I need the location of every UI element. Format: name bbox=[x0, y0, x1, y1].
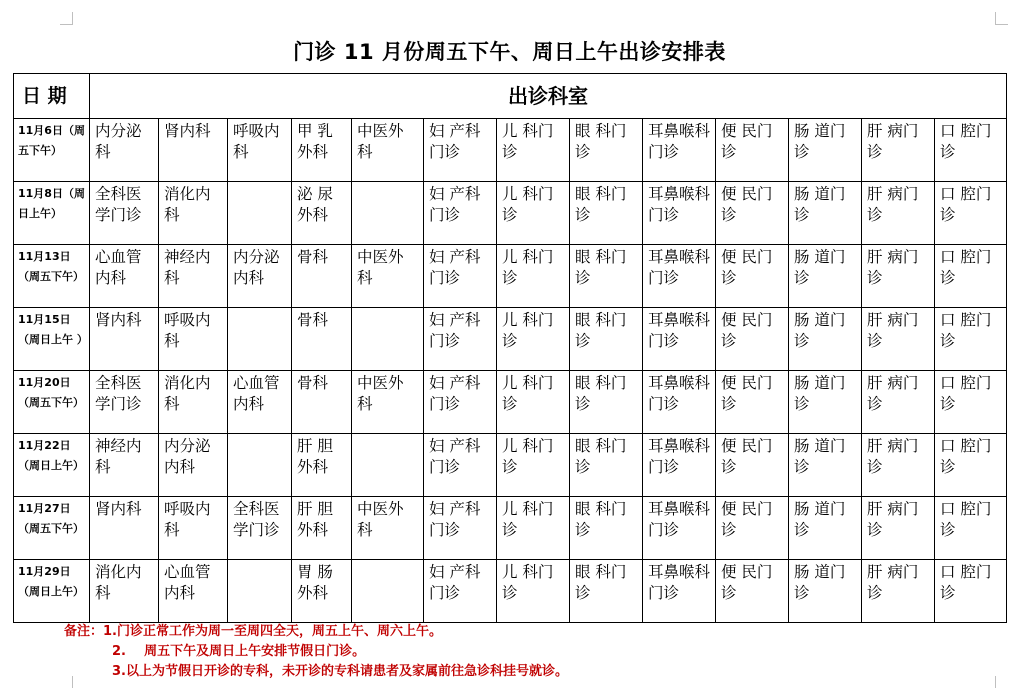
department-cell: 口 腔门 诊 bbox=[935, 560, 1007, 623]
date-cell: 11月20日（周五下午） bbox=[14, 371, 90, 434]
department-cell: 妇 产科门诊 bbox=[424, 371, 497, 434]
department-cell bbox=[352, 560, 424, 623]
department-cell bbox=[352, 308, 424, 371]
department-cell: 肝 病门 诊 bbox=[862, 560, 935, 623]
date-cell: 11月27日（周五下午） bbox=[14, 497, 90, 560]
department-column-header: 出诊科室 bbox=[90, 74, 1007, 119]
department-cell: 耳鼻喉科门诊 bbox=[643, 434, 716, 497]
department-cell: 口 腔门 诊 bbox=[935, 245, 1007, 308]
department-cell bbox=[228, 308, 292, 371]
table-header-row bbox=[14, 74, 1007, 119]
department-cell: 神经内科 bbox=[90, 434, 159, 497]
department-cell bbox=[352, 182, 424, 245]
table-row bbox=[14, 371, 1007, 434]
department-cell: 肠 道门 诊 bbox=[789, 560, 862, 623]
department-cell: 儿 科门 诊 bbox=[497, 245, 570, 308]
department-cell: 消化内科 bbox=[159, 371, 228, 434]
department-cell bbox=[228, 434, 292, 497]
department-cell: 便 民门 诊 bbox=[716, 497, 789, 560]
department-cell: 肾内科 bbox=[159, 119, 228, 182]
department-cell: 胃 肠外科 bbox=[292, 560, 352, 623]
department-cell: 耳鼻喉科门诊 bbox=[643, 308, 716, 371]
table-row bbox=[14, 245, 1007, 308]
department-cell: 内分泌科 bbox=[90, 119, 159, 182]
department-cell: 消化内科 bbox=[90, 560, 159, 623]
department-cell: 口 腔门 诊 bbox=[935, 119, 1007, 182]
department-cell: 呼吸内科 bbox=[159, 497, 228, 560]
department-cell: 心血管内科 bbox=[90, 245, 159, 308]
department-cell: 儿 科门 诊 bbox=[497, 182, 570, 245]
department-cell: 耳鼻喉科门诊 bbox=[643, 371, 716, 434]
date-cell: 11月13日（周五下午） bbox=[14, 245, 90, 308]
department-cell: 甲 乳外科 bbox=[292, 119, 352, 182]
department-cell: 眼 科门 诊 bbox=[570, 308, 643, 371]
department-cell: 妇 产科门诊 bbox=[424, 497, 497, 560]
crop-mark-top-right bbox=[995, 12, 1008, 25]
crop-mark-bottom-right bbox=[995, 676, 1008, 688]
date-cell: 11月29日（周日上午） bbox=[14, 560, 90, 623]
table-row bbox=[14, 308, 1007, 371]
department-cell: 眼 科门 诊 bbox=[570, 119, 643, 182]
department-cell bbox=[228, 182, 292, 245]
table-row bbox=[14, 182, 1007, 245]
department-cell: 眼 科门 诊 bbox=[570, 497, 643, 560]
department-cell: 肠 道门 诊 bbox=[789, 434, 862, 497]
department-cell: 中医外科 bbox=[352, 497, 424, 560]
crop-mark-top-left bbox=[60, 12, 73, 25]
department-cell: 便 民门 诊 bbox=[716, 560, 789, 623]
department-cell: 中医外科 bbox=[352, 119, 424, 182]
department-cell: 泌 尿外科 bbox=[292, 182, 352, 245]
department-cell: 呼吸内科 bbox=[159, 308, 228, 371]
department-cell: 耳鼻喉科门诊 bbox=[643, 182, 716, 245]
department-cell: 肝 病门 诊 bbox=[862, 371, 935, 434]
department-cell: 口 腔门 诊 bbox=[935, 497, 1007, 560]
department-cell: 肝 病门 诊 bbox=[862, 119, 935, 182]
department-cell: 骨科 bbox=[292, 245, 352, 308]
department-cell: 全科医学门诊 bbox=[90, 371, 159, 434]
department-cell: 妇 产科门诊 bbox=[424, 560, 497, 623]
department-cell: 神经内科 bbox=[159, 245, 228, 308]
department-cell: 肠 道门 诊 bbox=[789, 371, 862, 434]
department-cell: 肠 道门 诊 bbox=[789, 497, 862, 560]
date-cell: 11月6日（周五下午） bbox=[14, 119, 90, 182]
page-title: 门诊 11 月份周五下午、周日上午出诊安排表 bbox=[293, 40, 726, 64]
department-cell: 呼吸内科 bbox=[228, 119, 292, 182]
department-cell: 肠 道门 诊 bbox=[789, 308, 862, 371]
department-cell: 儿 科门 诊 bbox=[497, 497, 570, 560]
department-cell: 儿 科门 诊 bbox=[497, 119, 570, 182]
department-cell: 眼 科门 诊 bbox=[570, 245, 643, 308]
department-cell: 肾内科 bbox=[90, 497, 159, 560]
department-cell: 便 民门 诊 bbox=[716, 119, 789, 182]
department-cell: 便 民门 诊 bbox=[716, 371, 789, 434]
department-cell: 全科医学门诊 bbox=[90, 182, 159, 245]
department-cell: 消化内科 bbox=[159, 182, 228, 245]
department-cell: 耳鼻喉科门诊 bbox=[643, 497, 716, 560]
department-cell: 耳鼻喉科门诊 bbox=[643, 560, 716, 623]
date-cell: 11月15日（周日上午 ） bbox=[14, 308, 90, 371]
table-row bbox=[14, 560, 1007, 623]
table-row bbox=[14, 434, 1007, 497]
department-cell: 肝 病门 诊 bbox=[862, 434, 935, 497]
department-cell: 妇 产科门诊 bbox=[424, 182, 497, 245]
department-cell: 妇 产科门诊 bbox=[424, 308, 497, 371]
department-cell: 口 腔门 诊 bbox=[935, 308, 1007, 371]
department-cell: 儿 科门 诊 bbox=[497, 434, 570, 497]
department-cell: 肝 病门 诊 bbox=[862, 245, 935, 308]
department-cell: 肝 病门 诊 bbox=[862, 308, 935, 371]
department-cell: 全科医学门诊 bbox=[228, 497, 292, 560]
department-cell: 妇 产科门诊 bbox=[424, 245, 497, 308]
table-row bbox=[14, 119, 1007, 182]
department-cell: 便 民门 诊 bbox=[716, 245, 789, 308]
department-cell: 眼 科门 诊 bbox=[570, 371, 643, 434]
department-cell: 儿 科门 诊 bbox=[497, 371, 570, 434]
department-cell: 口 腔门 诊 bbox=[935, 371, 1007, 434]
note-line: 2. 周五下午及周日上午安排节假日门诊。 bbox=[112, 644, 366, 659]
date-cell: 11月22日（周日上午） bbox=[14, 434, 90, 497]
department-cell: 口 腔门 诊 bbox=[935, 182, 1007, 245]
department-cell: 肝 胆外科 bbox=[292, 434, 352, 497]
department-cell: 便 民门 诊 bbox=[716, 182, 789, 245]
department-cell: 心血管内科 bbox=[159, 560, 228, 623]
department-cell bbox=[352, 434, 424, 497]
department-cell: 便 民门 诊 bbox=[716, 308, 789, 371]
schedule-table bbox=[13, 73, 1007, 623]
department-cell: 耳鼻喉科门诊 bbox=[643, 245, 716, 308]
department-cell bbox=[228, 560, 292, 623]
department-cell: 内分泌内科 bbox=[228, 245, 292, 308]
department-cell: 儿 科门 诊 bbox=[497, 560, 570, 623]
department-cell: 肠 道门 诊 bbox=[789, 245, 862, 308]
department-cell: 心血管内科 bbox=[228, 371, 292, 434]
department-cell: 肝 病门 诊 bbox=[862, 182, 935, 245]
date-cell: 11月8日（周日上午） bbox=[14, 182, 90, 245]
department-cell: 骨科 bbox=[292, 308, 352, 371]
department-cell: 妇 产科门诊 bbox=[424, 434, 497, 497]
department-cell: 肝 胆外科 bbox=[292, 497, 352, 560]
department-cell: 肠 道门 诊 bbox=[789, 182, 862, 245]
department-cell: 肠 道门 诊 bbox=[789, 119, 862, 182]
department-cell: 内分泌内科 bbox=[159, 434, 228, 497]
note-line: 3.以上为节假日开诊的专科，未开诊的专科请患者及家属前往急诊科挂号就诊。 bbox=[112, 664, 568, 679]
department-cell: 眼 科门 诊 bbox=[570, 182, 643, 245]
department-cell: 肾内科 bbox=[90, 308, 159, 371]
department-cell: 眼 科门 诊 bbox=[570, 434, 643, 497]
date-column-header: 日 期 bbox=[14, 74, 90, 119]
department-cell: 妇 产科门诊 bbox=[424, 119, 497, 182]
department-cell: 肝 病门 诊 bbox=[862, 497, 935, 560]
notes-block bbox=[64, 622, 568, 682]
department-cell: 眼 科门 诊 bbox=[570, 560, 643, 623]
department-cell: 中医外科 bbox=[352, 245, 424, 308]
department-cell: 儿 科门 诊 bbox=[497, 308, 570, 371]
note-line: 备注：1.门诊正常工作为周一至周四全天，周五上午、周六上午。 bbox=[64, 624, 442, 639]
department-cell: 中医外科 bbox=[352, 371, 424, 434]
department-cell: 便 民门 诊 bbox=[716, 434, 789, 497]
department-cell: 骨科 bbox=[292, 371, 352, 434]
department-cell: 耳鼻喉科门诊 bbox=[643, 119, 716, 182]
department-cell: 口 腔门 诊 bbox=[935, 434, 1007, 497]
table-row bbox=[14, 497, 1007, 560]
